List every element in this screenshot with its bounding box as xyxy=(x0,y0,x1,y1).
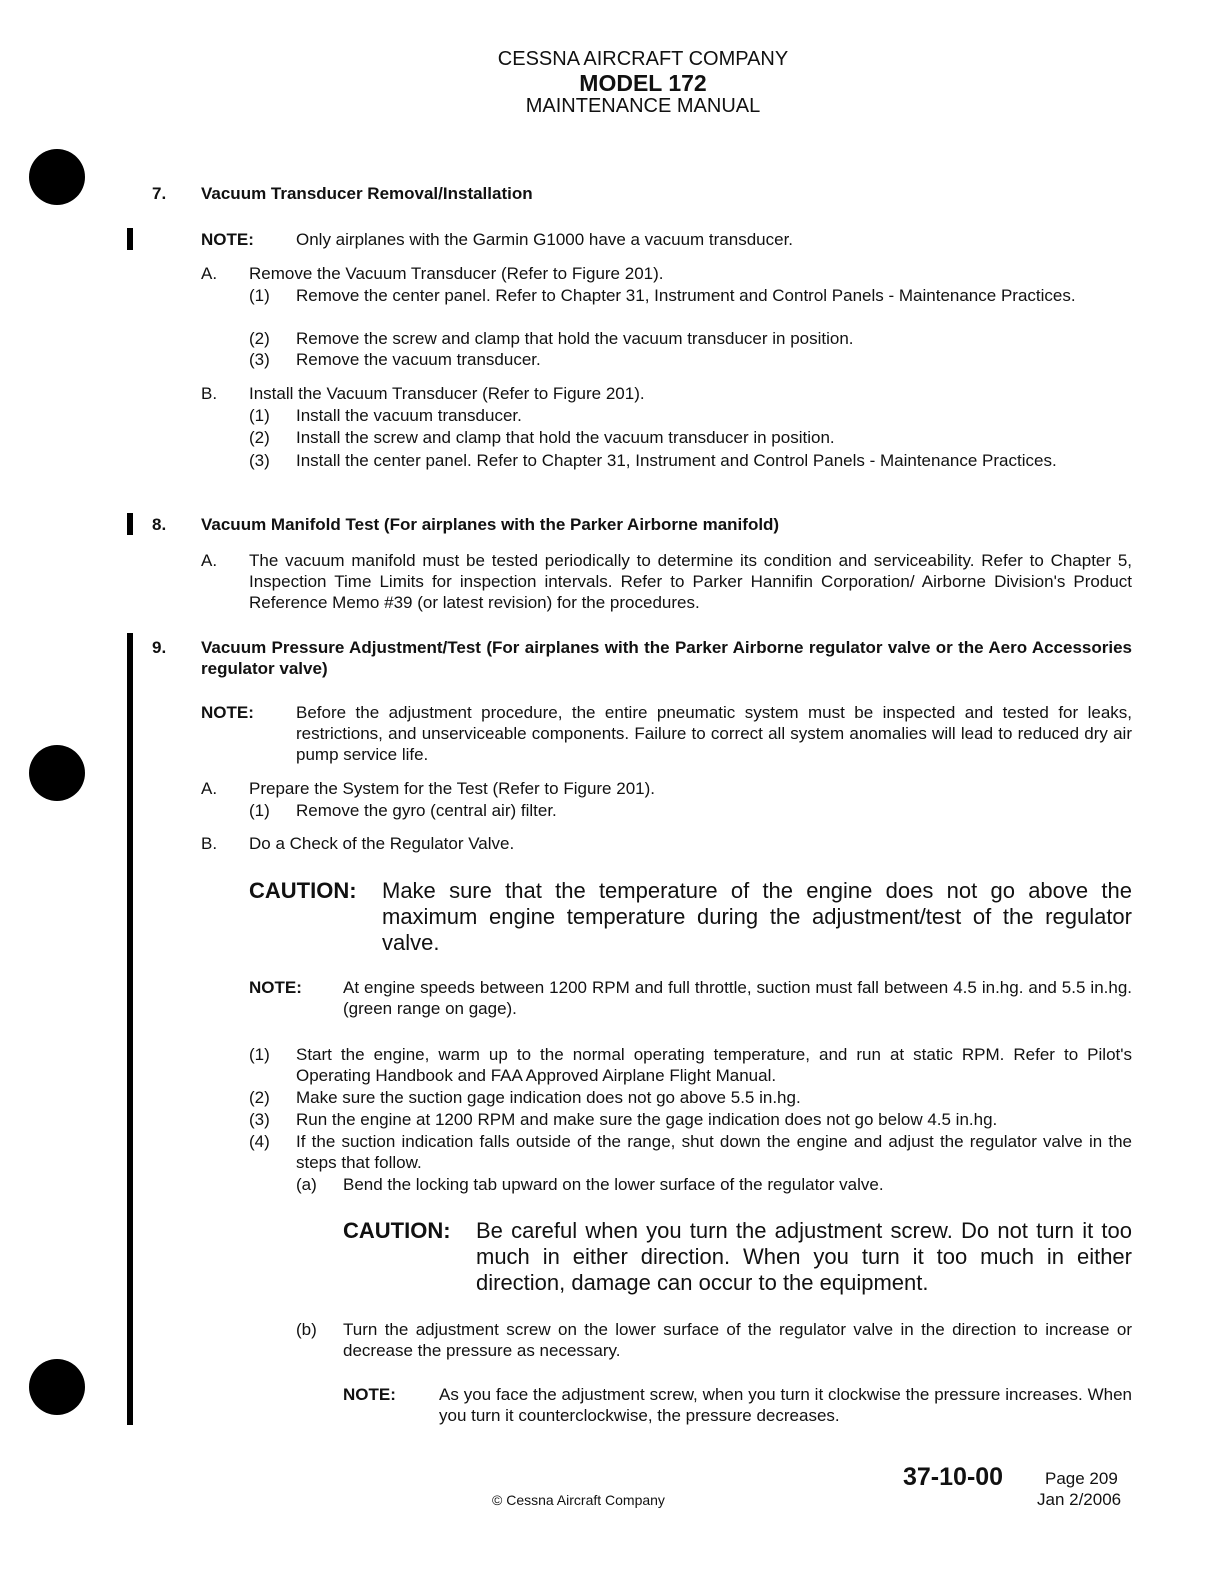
step-letter: A. xyxy=(201,264,218,283)
note-text: Before the adjustment procedure, the entire pneumatic system must be inspected and tested for leaks, restrictions, and unserviceable components. Failure to correct all system anomalies will lead to reduced dry air pump service life. xyxy=(296,703,1132,764)
step-text: Remove the Vacuum Transducer (Refer to Figure 201). xyxy=(249,264,664,283)
section-number: 7. xyxy=(152,184,167,203)
item-number: (3) xyxy=(249,1110,270,1129)
sub-item-text: Bend the locking tab upward on the lower surface of the regulator valve. xyxy=(343,1175,884,1194)
caution-text: Be careful when you turn the adjustment screw. Do not turn it too much in either direction. When you turn it too much in either direction, damage can occur to the equipment. xyxy=(476,1218,1132,1295)
item-number: (1) xyxy=(249,286,270,305)
item-number: (2) xyxy=(249,1088,270,1107)
step-letter: A. xyxy=(201,779,218,798)
note-label: NOTE: xyxy=(201,230,254,249)
item-text: Start the engine, warm up to the normal operating temperature, and run at static RPM. Refer to Pilot's Operating Handbook and FAA Approved Airplane Flight Manual. xyxy=(296,1045,1132,1085)
item-number: (4) xyxy=(249,1132,270,1151)
step-text: Install the Vacuum Transducer (Refer to Figure 201). xyxy=(249,384,645,403)
sub-item-text: Turn the adjustment screw on the lower surface of the regulator valve in the direction to increase or decrease the pressure as necessary. xyxy=(343,1320,1132,1360)
item-text: If the suction indication falls outside of the range, shut down the engine and adjust the regulator valve in the steps that follow. xyxy=(296,1132,1132,1172)
item-number: (1) xyxy=(249,406,270,425)
caution-label: CAUTION: xyxy=(249,878,357,903)
section-title: Vacuum Manifold Test (For airplanes with the Parker Airborne manifold) xyxy=(201,515,780,534)
note-label: NOTE: xyxy=(201,703,254,722)
item-text: Make sure the suction gage indication does not go above 5.5 in.hg. xyxy=(296,1088,801,1107)
item-text: Install the vacuum transducer. xyxy=(296,406,522,425)
binder-hole-middle xyxy=(29,745,85,801)
item-text: Install the center panel. Refer to Chapter 31, Instrument and Control Panels - Maintenance Practices. xyxy=(296,451,1057,470)
note-text: As you face the adjustment screw, when you turn it clockwise the pressure increases. When you turn it counterclockwise, the pressure decreases. xyxy=(439,1385,1132,1425)
revision-bar xyxy=(127,228,133,250)
sub-item-letter: (b) xyxy=(296,1320,317,1339)
item-text: Remove the screw and clamp that hold the vacuum transducer in position. xyxy=(296,329,854,348)
step-letter: A. xyxy=(201,551,218,570)
step-letter: B. xyxy=(201,384,218,403)
note-text: Only airplanes with the Garmin G1000 have a vacuum transducer. xyxy=(296,230,794,249)
section-number: 8. xyxy=(152,515,167,534)
revision-bar xyxy=(127,513,133,535)
item-text: Remove the center panel. Refer to Chapter 31, Instrument and Control Panels - Maintenance Practices. xyxy=(296,286,1076,305)
note-label: NOTE: xyxy=(249,978,302,997)
footer-page: Page 209 xyxy=(1045,1469,1118,1488)
caution-text: Make sure that the temperature of the engine does not go above the maximum engine temperature during the adjustment/test of the regulator valve. xyxy=(382,878,1132,955)
binder-hole-top xyxy=(29,149,85,205)
item-text: Install the screw and clamp that hold the vacuum transducer in position. xyxy=(296,428,835,447)
section-number: 9. xyxy=(152,638,167,657)
step-text: Do a Check of the Regulator Valve. xyxy=(249,834,515,853)
item-text: Remove the gyro (central air) filter. xyxy=(296,801,557,820)
item-number: (2) xyxy=(249,329,270,348)
step-letter: B. xyxy=(201,834,218,853)
revision-bar xyxy=(127,633,133,1425)
item-number: (3) xyxy=(249,350,270,369)
item-number: (2) xyxy=(249,428,270,447)
sub-item-letter: (a) xyxy=(296,1175,317,1194)
section-title: Vacuum Pressure Adjustment/Test (For airplanes with the Parker Airborne regulator valve or the Aero Accessories regulator valve) xyxy=(201,638,1132,678)
item-text: Run the engine at 1200 RPM and make sure the gage indication does not go below 4.5 in.hg. xyxy=(296,1110,998,1129)
header-model: MODEL 172 xyxy=(579,70,707,96)
item-number: (1) xyxy=(249,801,270,820)
note-label: NOTE: xyxy=(343,1385,396,1404)
step-text: Prepare the System for the Test (Refer to Figure 201). xyxy=(249,779,655,798)
binder-hole-bottom xyxy=(29,1359,85,1415)
note-text: At engine speeds between 1200 RPM and full throttle, suction must fall between 4.5 in.hg. and 5.5 in.hg. (green range on gage). xyxy=(343,978,1132,1018)
section-title: Vacuum Transducer Removal/Installation xyxy=(201,184,533,203)
header-manual: MAINTENANCE MANUAL xyxy=(525,95,761,117)
header-company: CESSNA AIRCRAFT COMPANY xyxy=(497,48,789,70)
item-text: Remove the vacuum transducer. xyxy=(296,350,541,369)
footer-copyright: © Cessna Aircraft Company xyxy=(492,1492,665,1508)
item-number: (3) xyxy=(249,451,270,470)
footer-doc-number: 37-10-00 xyxy=(903,1463,1004,1491)
item-number: (1) xyxy=(249,1045,270,1064)
step-text: The vacuum manifold must be tested periodically to determine its condition and serviceability. Refer to Chapter 5, Inspection Time Limits for inspection intervals. Refer to Parker Hannifin Corporation/ Airborne Division's Product Reference Memo #39 (or latest revision) for the procedures. xyxy=(249,551,1132,612)
caution-label: CAUTION: xyxy=(343,1218,451,1243)
footer-date: Jan 2/2006 xyxy=(1037,1490,1122,1509)
